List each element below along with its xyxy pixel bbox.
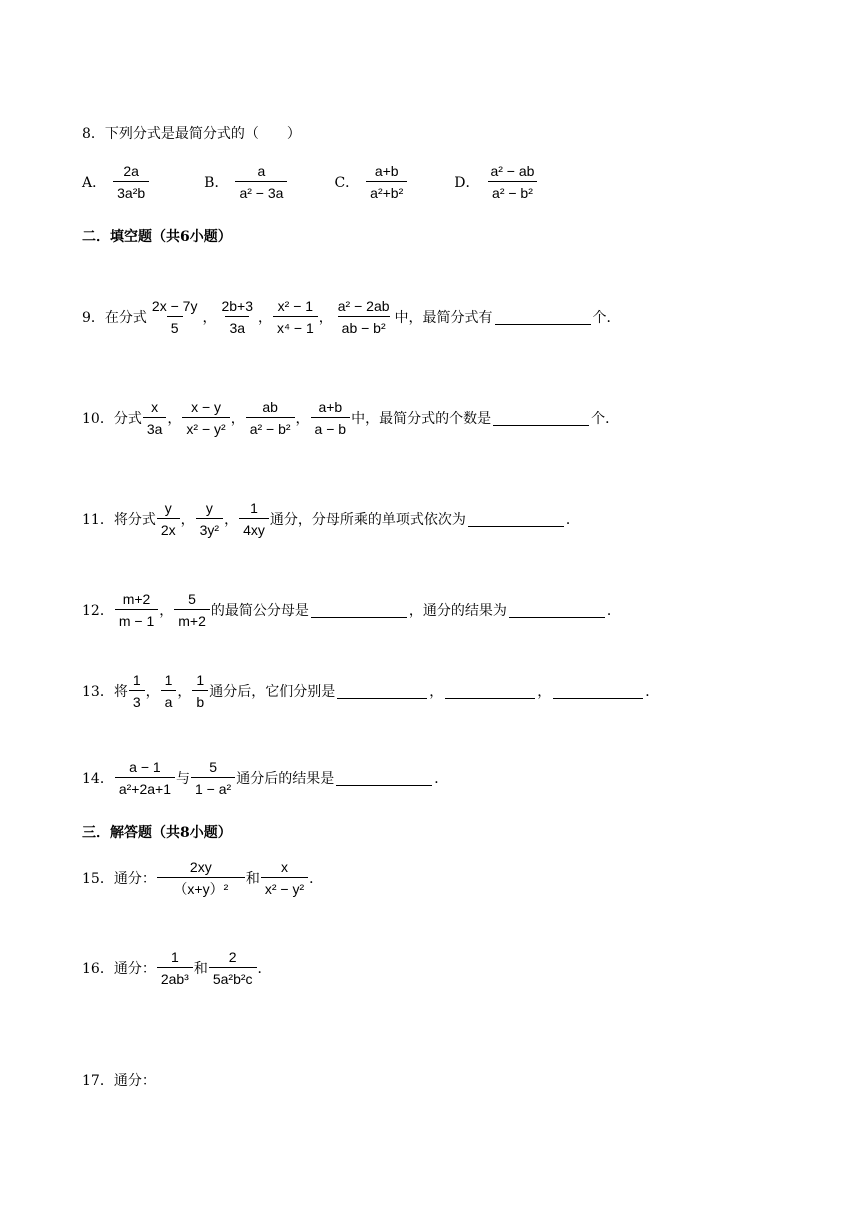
answer-blank[interactable] [495,310,591,325]
answer-blank[interactable] [337,684,427,699]
fraction: $\frac{1}{3}$ [129,671,145,711]
fraction: $\frac{a}{\text{a² − 3a}}$ [235,162,287,202]
answer-blank[interactable] [468,512,564,527]
fraction: $\frac{y}{2x}$ [157,499,180,539]
fraction: $\frac{ab}{\text{a² − b²}}$ [246,398,295,438]
fraction: $\frac{a - 1}{\text{a²+2a+1}}$ [115,758,175,798]
fraction: $\frac{\text{x² − 1}}{\text{x⁴ − 1}}$ [273,297,318,337]
question-15: 15．通分： $\frac{2xy}{\text{（x+y）²}}$ 和 $\frac{x}{\text{x² − y²}}$ ． [82,859,324,897]
fraction: $\frac{1}{b}$ [192,671,208,711]
question-17: 17．通分： [82,1073,156,1089]
answer-blank[interactable] [509,603,605,618]
fraction: $\frac{a+b}{a - b}$ [311,398,351,438]
question-13: 13．将 $\frac{1}{3}$ ， $\frac{1}{a}$ ， $\frac{1}{b}$ 通分后，它们分别是 ， ， ． [82,672,660,710]
question-8 [82,123,301,143]
option-a: A． $\frac{2a}{\text{3a²b}}$ [82,162,150,202]
fraction: $\frac{\text{a² − ab}}{\text{a² − b²}}$ [486,162,538,202]
section-heading-solve: 三．解答题（共8小题） [82,825,232,841]
answer-blank[interactable] [311,603,407,618]
fraction: $\frac{2xy}{\text{（x+y）²}}$ [157,858,245,898]
fraction: $\frac{x - y}{\text{x² − y²}}$ [182,398,229,438]
question-16: 16．通分： $\frac{1}{\text{2ab³}}$ 和 $\frac{2}{\text{5a²b²c}}$ ． [82,949,272,987]
answer-blank[interactable] [336,771,432,786]
answer-blank[interactable] [553,684,643,699]
fraction: $\frac{1}{\text{2ab³}}$ [157,948,193,988]
fraction: $\frac{\text{a² − 2ab}}{\text{ab − b²}}$ [337,298,390,336]
answer-blank[interactable] [445,684,535,699]
fraction: $\frac{x}{3a}$ [143,398,167,438]
option-d: D． $\frac{\text{a² − ab}}{\text{a² − b²}}$ [454,162,539,202]
fraction: $\frac{2x - 7y}{5}$ [151,298,198,336]
fraction: $\frac{2a}{\text{3a²b}}$ [113,162,149,202]
section-heading-fill-in: 二．填空题（共6小题） [82,229,232,245]
question-14: 14． $\frac{a - 1}{\text{a²+2a+1}}$ 与 $\frac{5}{\text{1 − a²}}$ 通分后的结果是 ． [82,759,449,797]
question-8-text: 8．下列分式是最简分式的（ ） [82,126,301,142]
fraction: $\frac{2b+3}{3a}$ [221,298,253,336]
question-9: 9．在分式 $\frac{2x - 7y}{5}$ ， $\frac{2b+3}{3a}$ ， $\frac{\text{x² − 1}}{\text{x⁴ − 1}}$ ， $\frac{\text{a² − 2ab}}{\text{ab − b²}}$ 中，最简分式有 个． [82,298,621,336]
fraction: $\frac{5}{\text{1 − a²}}$ [191,758,235,798]
fraction: $\frac{5}{m+2}$ [174,590,210,630]
question-11: 11．将分式 $\frac{y}{2x}$ ， $\frac{y}{\text{3y²}}$ ， $\frac{1}{4xy}$ 通分，分母所乘的单项式依次为 ． [82,500,580,538]
fraction: $\frac{1}{a}$ [161,671,177,711]
question-8-options [82,162,569,202]
question-10: 10．分式 $\frac{x}{3a}$ ， $\frac{x - y}{\text{x² − y²}}$ ， $\frac{ab}{\text{a² − b²}}$ ， $\frac{a+b}{a - b}$ 中，最简分式的个数是 个． [82,399,620,437]
answer-blank[interactable] [493,411,589,426]
fraction: $\frac{a+b}{\text{a²+b²}}$ [366,162,407,202]
fraction: $\frac{x}{\text{x² − y²}}$ [261,858,308,898]
option-b: B． $\frac{a}{\text{a² − 3a}}$ [204,162,288,202]
fraction: $\frac{1}{4xy}$ [239,499,269,539]
fraction: $\frac{2}{\text{5a²b²c}}$ [209,948,257,988]
question-12: 12． $\frac{m+2}{m - 1}$ ， $\frac{5}{m+2}$ 的最简公分母是 ，通分的结果为 ． [82,591,621,629]
fraction: $\frac{y}{\text{3y²}}$ [196,499,223,539]
option-c: C． $\frac{a+b}{\text{a²+b²}}$ [334,162,408,202]
fraction: $\frac{m+2}{m - 1}$ [115,590,158,630]
